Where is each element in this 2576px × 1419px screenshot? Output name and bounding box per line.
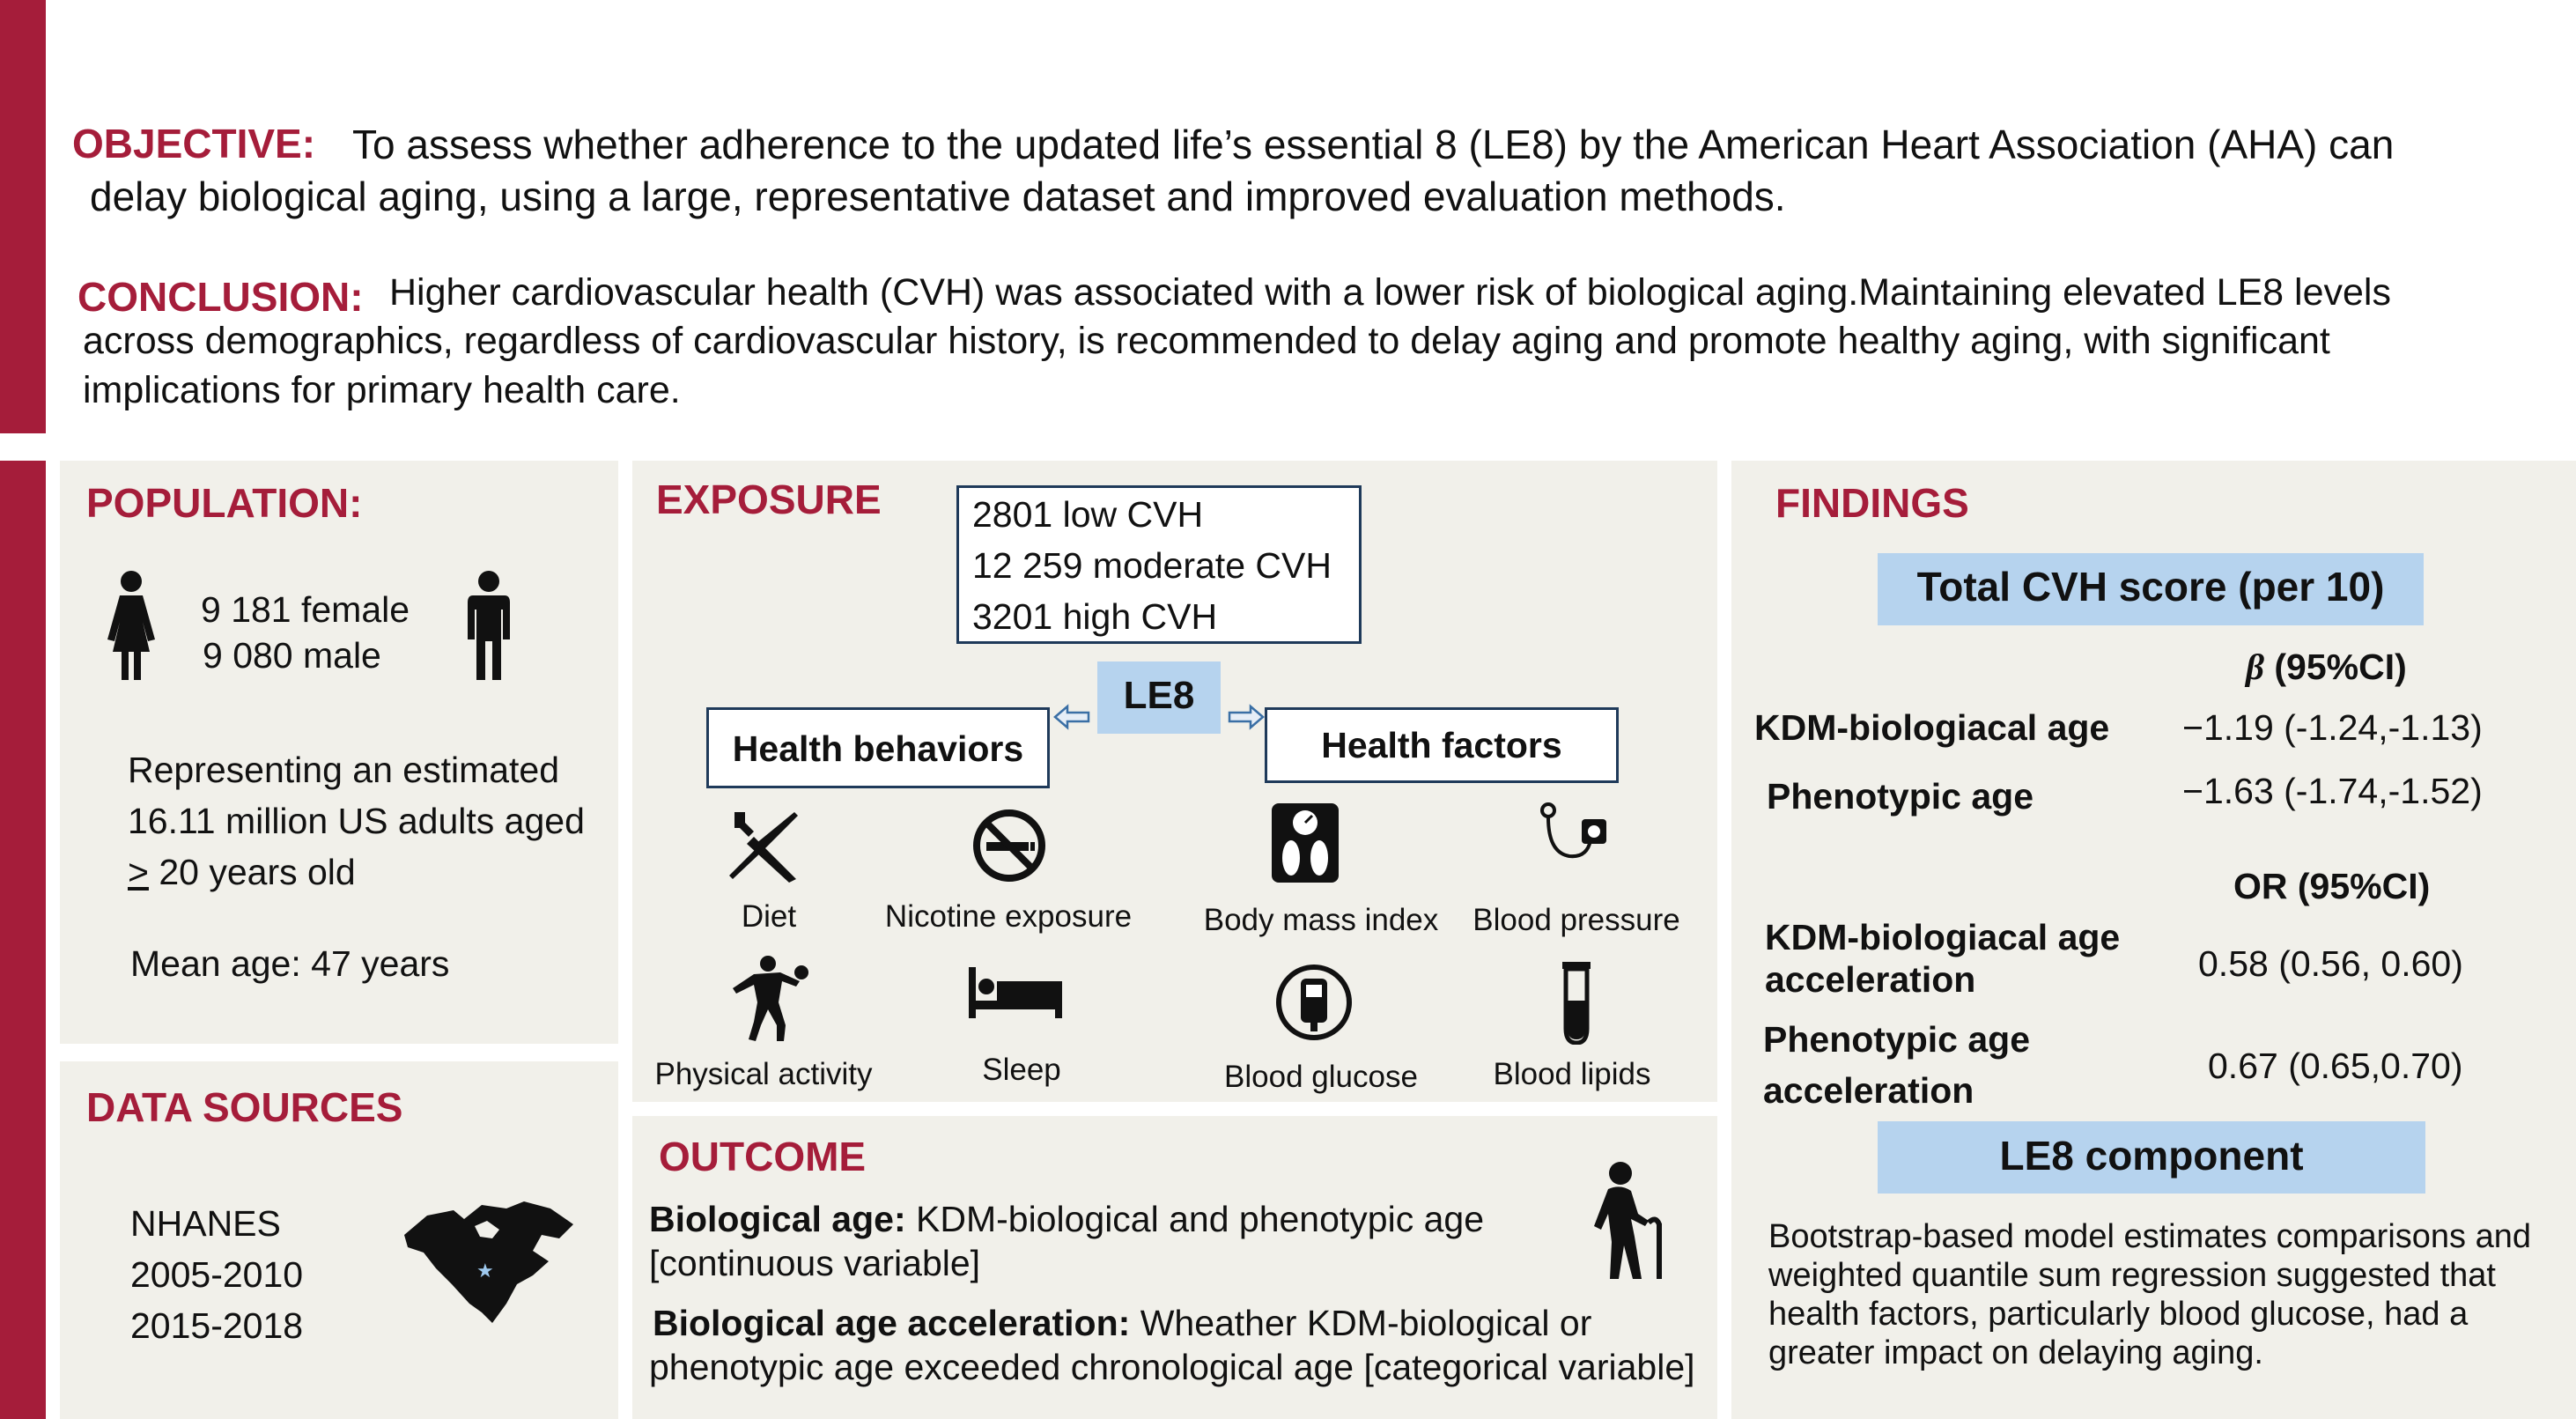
or-header: OR (95%CI): [2233, 866, 2431, 906]
biological-age-text: KDM-biological and phenotypic age: [905, 1199, 1485, 1239]
findings-note-line4: greater impact on delaying aging.: [1768, 1334, 2263, 1371]
biological-age-acceleration-line1: [653, 1302, 1591, 1345]
health-factors-label: Health factors: [1321, 725, 1562, 765]
arrow-right-icon: [1228, 703, 1265, 731]
le8-label: LE8: [1123, 674, 1195, 717]
total-cvh-label: Total CVH score (per 10): [1916, 564, 2385, 610]
arrow-left-icon: [1053, 703, 1090, 731]
phenotypic-acceleration-value: 0.67 (0.65,0.70): [2208, 1046, 2463, 1086]
cvh-moderate-count: 12 259 moderate CVH: [972, 545, 1332, 586]
biological-age-acceleration-text: Wheather KDM-biological or: [1130, 1303, 1592, 1343]
data-source-years1: 2005-2010: [130, 1254, 304, 1295]
blood-pressure-label: Blood pressure: [1473, 903, 1680, 937]
nicotine-label: Nicotine exposure: [884, 899, 1133, 934]
representing-line2: 16.11 million US adults aged: [128, 801, 585, 841]
female-icon: [104, 571, 159, 680]
objective-label: OBJECTIVE:: [72, 121, 316, 166]
phenotypic-age-value: −1.63 (-1.74,-1.52): [2182, 771, 2483, 811]
findings-title: FINDINGS: [1775, 480, 1969, 526]
blood-lipids-label: Blood lipids: [1493, 1057, 1651, 1091]
glucose-meter-icon: [1274, 963, 1354, 1042]
top-accent-bar: [0, 0, 46, 433]
conclusion-label: CONCLUSION:: [78, 274, 364, 320]
age-threshold-text: 20 years old: [148, 852, 356, 892]
phenotypic-acceleration-label-2: acceleration: [1763, 1070, 1974, 1111]
north-america-map-icon: [401, 1200, 577, 1327]
kdm-age-label: KDM-biologiacal age: [1754, 707, 2110, 748]
kdm-acceleration-value: 0.58 (0.56, 0.60): [2198, 943, 2463, 984]
male-count: 9 080 male: [203, 635, 381, 676]
male-icon: [462, 571, 515, 680]
phenotypic-age-label: Phenotypic age: [1767, 776, 2034, 817]
cvh-high-count: 3201 high CVH: [972, 596, 1218, 637]
mean-age: Mean age: 47 years: [130, 943, 450, 984]
bed-icon: [967, 964, 1064, 1020]
conclusion-line2: across demographics, regardless of cardiovascular history, is recommended to delay aging and promote healthy aging, with significant: [83, 320, 2330, 362]
population-title: POPULATION:: [86, 480, 363, 526]
beta-header: [2246, 646, 2407, 689]
elderly-cane-icon: [1585, 1161, 1668, 1281]
objective-line1: To assess whether adherence to the updated life’s essential 8 (LE8) by the American Heart Association (AHA) can: [352, 122, 2395, 167]
biological-age-line2: [continuous variable]: [649, 1243, 981, 1283]
findings-note-line3: health factors, particularly blood glucose, had a: [1768, 1296, 2469, 1333]
kdm-age-value: −1.19 (-1.24,-1.13): [2182, 707, 2483, 748]
conclusion-line1: Higher cardiovascular health (CVH) was associated with a lower risk of biological aging.Maintaining elevated LE8 levels: [389, 271, 2391, 314]
cvh-low-count: 2801 low CVH: [972, 494, 1204, 535]
blood-glucose-label: Blood glucose: [1224, 1060, 1418, 1094]
no-smoking-icon: [972, 809, 1046, 883]
fork-knife-icon: [727, 809, 801, 883]
bottom-accent-bar: [0, 461, 46, 1419]
female-count: 9 181 female: [201, 589, 410, 630]
outcome-title: OUTCOME: [659, 1134, 867, 1179]
biological-age-acceleration-label: Biological age acceleration:: [653, 1303, 1131, 1343]
kdm-acceleration-label-2: acceleration: [1765, 959, 1976, 1000]
data-sources-title: DATA SOURCES: [86, 1084, 403, 1130]
diet-label: Diet: [741, 899, 797, 934]
bmi-label: Body mass index: [1203, 903, 1439, 937]
greater-equal-symbol: >: [128, 852, 149, 892]
data-source-years2: 2015-2018: [130, 1305, 304, 1346]
representing-line1: Representing an estimated: [128, 750, 560, 790]
phenotypic-acceleration-label-1: Phenotypic age: [1763, 1019, 2031, 1060]
representing-line3: [128, 851, 356, 894]
physical-activity-label: Physical activity: [654, 1057, 873, 1091]
beta-ci-text: (95%CI): [2264, 647, 2407, 687]
athlete-icon: [727, 955, 810, 1043]
test-tube-icon: [1559, 960, 1594, 1045]
findings-note-line2: weighted quantile sum regression suggested that: [1768, 1257, 2496, 1294]
le8-component-label: LE8 component: [1999, 1133, 2304, 1179]
biological-age-line1: [649, 1198, 1484, 1241]
biological-age-label: Biological age:: [649, 1199, 906, 1239]
stethoscope-icon: [1536, 800, 1610, 874]
objective-line2: delay biological aging, using a large, representative dataset and improved evaluation methods.: [90, 174, 1786, 219]
conclusion-line3: implications for primary health care.: [83, 369, 681, 411]
scale-icon: [1268, 802, 1342, 884]
svg-text:★: ★: [476, 1260, 494, 1282]
data-source-nhanes: NHANES: [130, 1203, 281, 1244]
kdm-acceleration-label-1: KDM-biologiacal age: [1765, 917, 2121, 957]
findings-note-line1: Bootstrap-based model estimates comparisons and: [1768, 1218, 2532, 1255]
exposure-title: EXPOSURE: [656, 477, 882, 522]
sleep-label: Sleep: [982, 1053, 1061, 1087]
biological-age-acceleration-line2: phenotypic age exceeded chronological age [categorical variable]: [649, 1347, 1695, 1387]
beta-symbol: β: [2246, 647, 2265, 687]
health-behaviors-label: Health behaviors: [732, 728, 1024, 769]
